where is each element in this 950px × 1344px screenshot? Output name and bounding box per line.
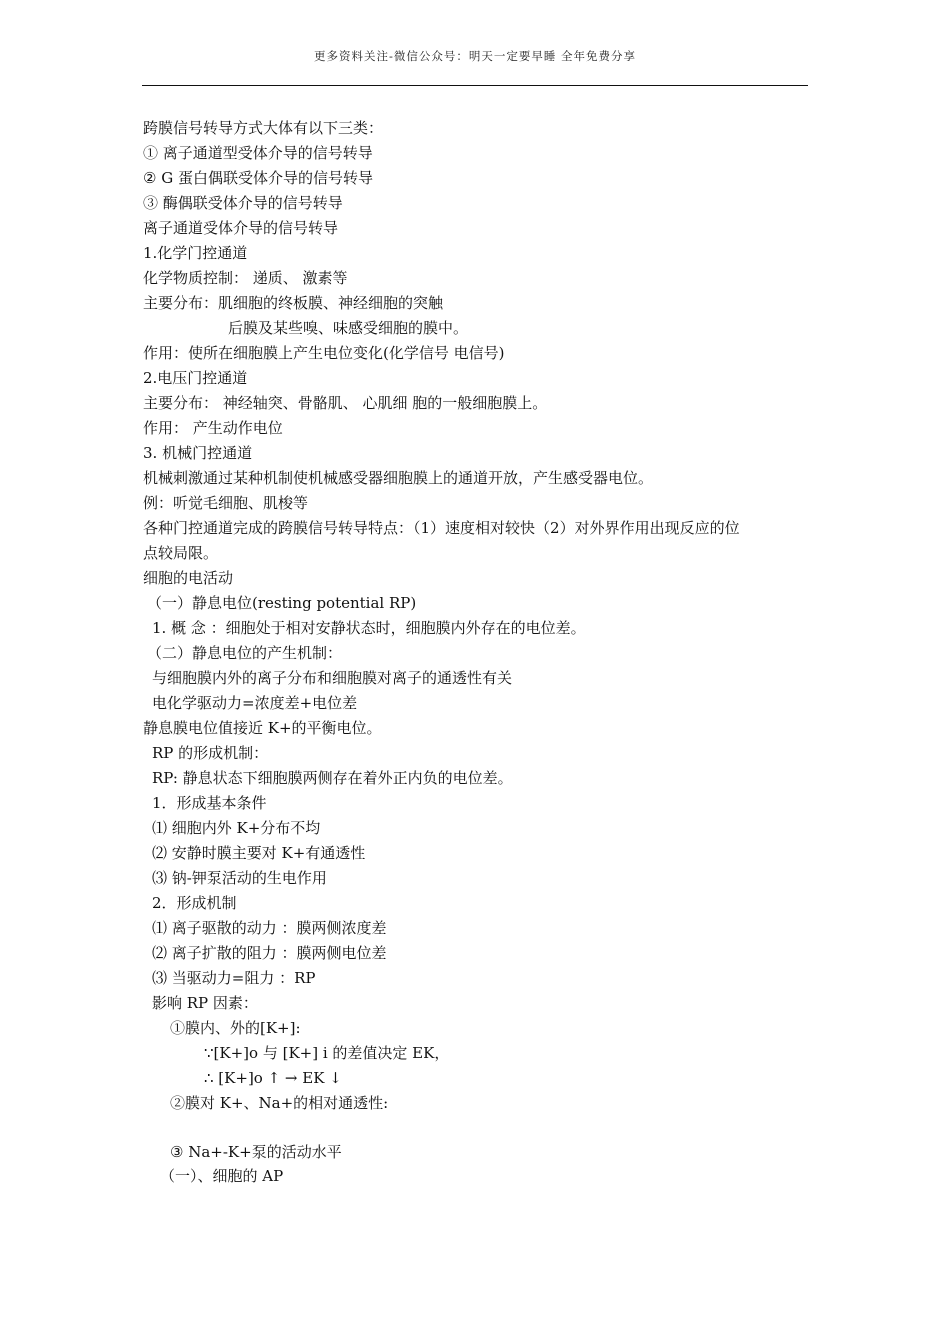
text-line: ⑴ 离子驱散的动力 ：膜两侧浓度差 <box>152 919 387 937</box>
text-line: 1. 概 念 ：细胞处于相对安静状态时，细胞膜内外存在的电位差。 <box>152 619 586 637</box>
text-line: ⑶ 当驱动力=阻力 ：RP <box>152 969 316 987</box>
text-line: 细胞的电活动 <box>143 569 234 587</box>
header-divider <box>142 85 808 86</box>
section-heading: 1.化学门控通道 <box>143 244 248 262</box>
text-line: 静息膜电位值接近 K+的平衡电位。 <box>143 719 382 737</box>
text-line: 主要分布： 神经轴突、骨骼肌、 心肌细 胞的一般细胞膜上。 <box>143 394 548 412</box>
text-line: ∴ [K+]o ↑ → EK ↓ <box>204 1069 342 1087</box>
text-line: ⑵ 离子扩散的阻力 ：膜两侧电位差 <box>152 944 387 962</box>
text-line: 化学物质控制： 递质、 激素等 <box>143 269 348 287</box>
section-heading: 2.电压门控通道 <box>143 369 248 387</box>
text-line: ⑵ 安静时膜主要对 K+有通透性 <box>152 844 366 862</box>
section-heading: （一）静息电位(resting potential RP) <box>147 594 417 612</box>
text-line: ②膜对 K+、Na+的相对通透性: <box>170 1094 389 1112</box>
text-line: 例：听觉毛细胞、肌梭等 <box>143 494 309 512</box>
text-line: 作用： 产生动作电位 <box>143 419 283 437</box>
text-line: RP: 静息状态下细胞膜两侧存在着外正内负的电位差。 <box>152 769 513 787</box>
text-line: ∵[K+]o 与 [K+] i 的差值决定 EK， <box>204 1044 450 1062</box>
text-line: 与细胞膜内外的离子分布和细胞膜对离子的通透性有关 <box>152 669 513 687</box>
text-line: 2．形成机制 <box>152 894 237 912</box>
section-heading: （一）、细胞的 AP <box>160 1167 284 1185</box>
text-line: RP 的形成机制： <box>152 744 269 762</box>
text-line: ③ Na+-K+泵的活动水平 <box>170 1143 342 1161</box>
text-line: 主要分布：肌细胞的终板膜、神经细胞的突触 <box>143 294 444 312</box>
text-line: 影响 RP 因素： <box>152 994 258 1012</box>
text-line: 跨膜信号转导方式大体有以下三类： <box>143 119 384 137</box>
text-line: 各种门控通道完成的跨膜信号转导特点：（1）速度相对较快（2）对外界作用出现反应的位 <box>143 519 740 537</box>
section-heading: （二）静息电位的产生机制： <box>147 644 343 662</box>
page-header: 更多资料关注-微信公众号：明天一定要早睡 全年免费分享 <box>313 49 637 63</box>
text-line: 作用：使所在细胞膜上产生电位变化(化学信号 电信号) <box>143 344 505 362</box>
text-line: ③ 酶偶联受体介导的信号转导 <box>143 194 343 212</box>
text-line: 机械刺激通过某种机制使机械感受器细胞膜上的通道开放，产生感受器电位。 <box>143 469 654 487</box>
text-line: 点较局限。 <box>143 544 219 562</box>
text-line: ⑶ 钠-钾泵活动的生电作用 <box>152 869 327 887</box>
section-heading: 3. 机械门控通道 <box>143 444 253 462</box>
text-line: ①膜内、外的[K+]: <box>170 1019 301 1037</box>
text-line: ② G 蛋白偶联受体介导的信号转导 <box>143 169 373 187</box>
text-line: 后膜及某些嗅、味感受细胞的膜中。 <box>228 319 469 337</box>
text-line: ① 离子通道型受体介导的信号转导 <box>143 144 373 162</box>
text-line: ⑴ 细胞内外 K+分布不均 <box>152 819 321 837</box>
text-line: 离子通道受体介导的信号转导 <box>143 219 339 237</box>
text-line: 1．形成基本条件 <box>152 794 267 812</box>
text-line: 电化学驱动力=浓度差+电位差 <box>152 694 358 712</box>
